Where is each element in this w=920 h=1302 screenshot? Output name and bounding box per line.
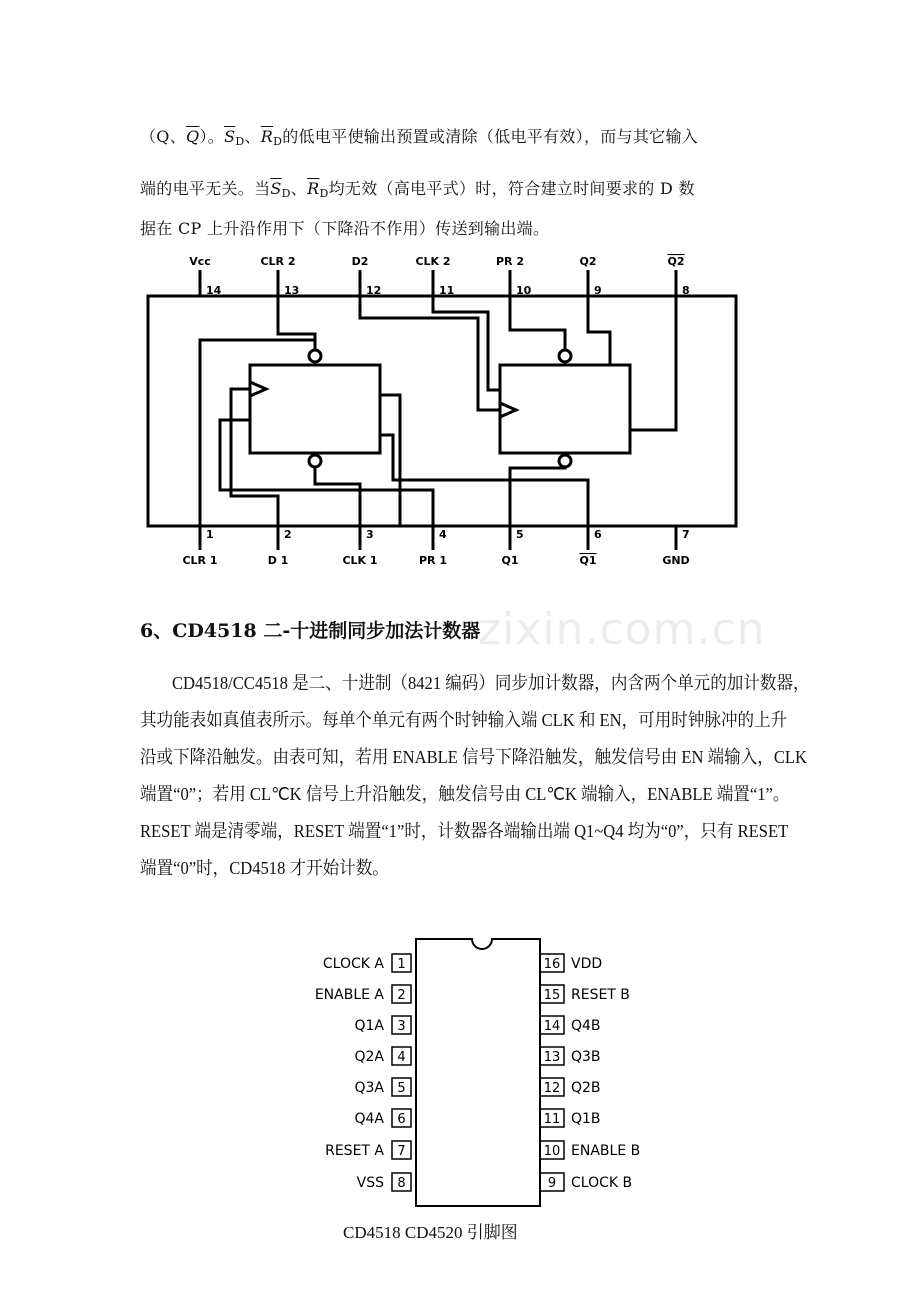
ic1-bottom-pin: 2 xyxy=(284,528,292,541)
ic1-bottom-pin: 4 xyxy=(439,528,447,541)
flipflop-2 xyxy=(500,365,630,453)
sd-subscript: D xyxy=(281,187,291,200)
ic1-top-pin: 11 xyxy=(439,284,455,297)
ic2-left-label: ENABLE A xyxy=(314,987,384,1003)
figure-caption: CD4518 CD4520 引脚图 xyxy=(343,1223,518,1242)
ic2-right-label: Q1B xyxy=(571,1111,601,1127)
ic2-left-label: VSS xyxy=(356,1175,384,1191)
ic1-top-pin: 10 xyxy=(516,284,532,297)
ic1-top-pin: 13 xyxy=(284,284,300,297)
text-run: （Q、 xyxy=(140,127,187,146)
ic2-right-label: Q4B xyxy=(571,1018,601,1034)
ic1-top-pin: 8 xyxy=(682,284,690,297)
ic2-right-label: Q2B xyxy=(571,1080,601,1096)
intro-line-2 xyxy=(140,176,695,200)
ic1-top-pin: 9 xyxy=(594,284,602,297)
sd-symbol: $\overline{S}$ xyxy=(224,127,236,146)
ic1-bottom-pin: 6 xyxy=(594,528,602,541)
ic2-left-label: RESET A xyxy=(325,1143,384,1159)
rd-subscript: D xyxy=(319,187,329,200)
ic1-bottom-pin: 7 xyxy=(682,528,690,541)
text-run: 端的电平无关。当 xyxy=(140,179,271,198)
ic2-right-label: RESET B xyxy=(571,987,630,1003)
ic2-pin-number: 11 xyxy=(543,1112,561,1127)
ic2-left-label: CLOCK A xyxy=(322,956,384,972)
body-line: RESET 端是清零端，RESET 端置“1”时，计数器各端输出端 Q1~Q4 均为“0”，只有 RESET xyxy=(140,821,789,841)
text-run: 、 xyxy=(290,179,308,198)
ic1-top-label: PR 2 xyxy=(495,255,525,268)
flipflop-1 xyxy=(250,365,380,453)
ic2-pin-number: 10 xyxy=(543,1144,561,1159)
ic2-pin-number: 8 xyxy=(397,1176,406,1191)
ic2-right-label: VDD xyxy=(571,956,603,972)
ic2-pin-number: 15 xyxy=(543,988,561,1003)
sd-symbol: $\overline{S}$ xyxy=(270,179,282,198)
body-line: 端置“0”；若用 CL℃K 信号上升沿触发，触发信号由 CL℃K 端输入，ENABLE 端置“1”。 xyxy=(140,784,790,804)
intro-line-1 xyxy=(140,124,698,148)
rd-symbol: $\overline{R}$ xyxy=(307,179,320,198)
ic1-bottom-pin: 3 xyxy=(366,528,374,541)
ic1-top-pin: 14 xyxy=(206,284,222,297)
ic2-pin-number: 9 xyxy=(547,1176,557,1191)
ic2-right-label: ENABLE B xyxy=(571,1143,641,1159)
ic1-bottom-label: CLK 1 xyxy=(342,554,378,567)
ic1-bottom-label: CLR 1 xyxy=(182,554,218,567)
ic2-pin-number: 4 xyxy=(397,1050,406,1065)
ic2-pin-number: 1 xyxy=(397,957,406,972)
ic1-top-label: CLK 2 xyxy=(415,255,451,268)
ic1-bottom-label: Q1 xyxy=(501,554,519,567)
ic1-bottom-pin: 5 xyxy=(516,528,524,541)
ic2-left-label: Q4A xyxy=(354,1111,384,1127)
text-run: ）。 xyxy=(199,127,225,146)
sd-subscript: D xyxy=(235,135,245,148)
ic2-package xyxy=(416,939,540,1206)
ic1-bottom-pin: 1 xyxy=(206,528,214,541)
watermark: zixin.com.cn xyxy=(478,604,766,655)
ic1-bottom-label: Q1 xyxy=(579,554,597,567)
dual-d-flipflop-diagram xyxy=(138,250,748,580)
section-heading: 6、CD4518 二-十进制同步加法计数器 xyxy=(140,620,481,642)
ic1-bottom-label: PR 1 xyxy=(418,554,448,567)
ic2-pin-number: 14 xyxy=(543,1019,561,1034)
cd4518-pinout-diagram xyxy=(296,938,666,1210)
ic1-top-label: Vcc xyxy=(189,255,211,268)
ic1-bottom-label: D 1 xyxy=(267,554,289,567)
ic2-pin-number: 16 xyxy=(543,957,561,972)
ic2-pin-number: 6 xyxy=(397,1112,406,1127)
ic1-bottom-label: GND xyxy=(662,554,690,567)
intro-line-3: 据在 CP 上升沿作用下（下降沿不作用）传送到输出端。 xyxy=(140,219,550,238)
ic2-pin-number: 5 xyxy=(397,1081,406,1096)
ic2-right-label: Q3B xyxy=(571,1049,601,1065)
body-line: CD4518/CC4518 是二、十进制（8421 编码）同步加计数器，内含两个单元的加计数器， xyxy=(172,673,810,693)
ic1-top-label: Q2 xyxy=(579,255,597,268)
ic1-top-label: D2 xyxy=(351,255,369,268)
ic1-top-label: CLR 2 xyxy=(260,255,296,268)
ic1-top-pin: 12 xyxy=(366,284,382,297)
text-run: 、 xyxy=(244,127,261,146)
ic2-right-label: CLOCK B xyxy=(571,1175,633,1191)
text-run: 均无效（高电平式）时，符合建立时间要求的 D 数 xyxy=(328,179,695,198)
body-line: 其功能表如真值表所示。每单个单元有两个时钟输入端 CLK 和 EN，可用时钟脉冲的上升 xyxy=(140,710,788,730)
rd-subscript: D xyxy=(273,135,283,148)
text-run: 的低电平使输出预置或清除（低电平有效），而与其它输入 xyxy=(282,127,699,146)
ic2-left-label: Q2A xyxy=(354,1049,384,1065)
ic2-pin-number: 13 xyxy=(543,1050,561,1065)
ic2-pin-number: 3 xyxy=(397,1019,406,1034)
rd-symbol: $\overline{R}$ xyxy=(260,127,274,146)
ic2-left-label: Q1A xyxy=(354,1018,384,1034)
body-line: 端置“0”时，CD4518 才开始计数。 xyxy=(140,858,389,878)
ic2-left-label: Q3A xyxy=(354,1080,384,1096)
ic1-top-label: Q2 xyxy=(667,255,685,268)
ic2-pin-number: 12 xyxy=(543,1081,561,1096)
body-line: 沿或下降沿触发。由表可知，若用 ENABLE 信号下降沿触发，触发信号由 EN 端输入，CLK xyxy=(140,747,807,767)
q-bar-symbol: $\overline{Q}$ xyxy=(186,127,200,146)
ic2-pin-number: 2 xyxy=(397,988,406,1003)
ic2-pin-number: 7 xyxy=(397,1144,406,1159)
